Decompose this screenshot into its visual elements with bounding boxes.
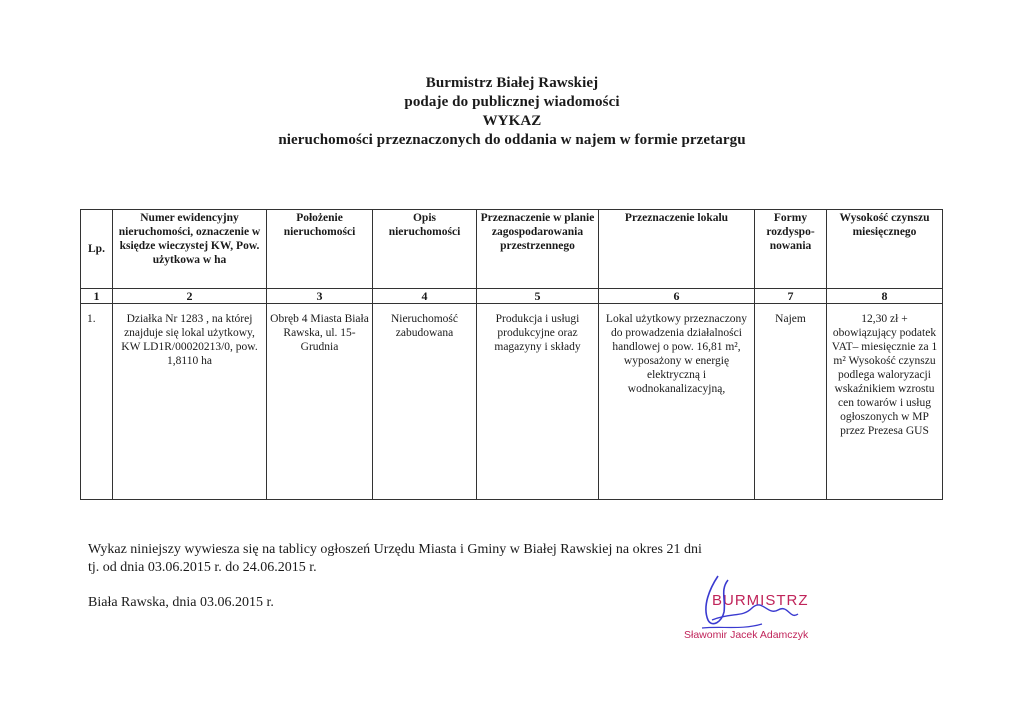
official-stamp	[672, 568, 822, 648]
header-formy: Formy rozdyspo-nowania	[755, 210, 827, 289]
document-header	[0, 74, 1024, 150]
cell-formy: Najem	[755, 304, 827, 500]
column-number: 6	[599, 289, 755, 304]
header-title: WYKAZ	[482, 113, 542, 129]
column-number: 2	[113, 289, 267, 304]
header-opis: Opis nieruchomości	[373, 210, 477, 289]
header-czynsz: Wysokość czynszu miesięcznego	[827, 210, 943, 289]
footer-notice-line2: tj. od dnia 03.06.2015 r. do 24.06.2015 r.	[88, 560, 317, 575]
cell-opis: Nieruchomość zabudowana	[373, 304, 477, 500]
table-header-row	[81, 210, 943, 289]
footer-place-date: Biała Rawska, dnia 03.06.2015 r.	[88, 595, 274, 610]
header-lp: Lp.	[81, 210, 113, 289]
header-authority: Burmistrz Białej Rawskiej	[425, 75, 599, 91]
cell-lokal: Lokal użytkowy przeznaczony do prowadzenia działalności handlowej o pow. 16,81 m², wyposażony w energię elektryczną i wodnokanalizacyjną,	[599, 304, 755, 500]
cell-plan: Produkcja i usługi produkcyjne oraz magazyny i składy	[477, 304, 599, 500]
cell-czynsz: 12,30 zł + obowiązujący podatek VAT– miesięcznie za 1 m² Wysokość czynszu podlega waloryzacji wskaźnikiem wzrostu cen towarów i usług ogłoszonych w MP przez Prezesa GUS	[827, 304, 943, 500]
header-numer: Numer ewidencyjny nieruchomości, oznaczenie w księdze wieczystej KW, Pow. użytkowa w ha	[113, 210, 267, 289]
cell-numer: Działka Nr 1283 , na której znajduje się lokal użytkowy, KW LD1R/00020213/0, pow. 1,8110 ha	[113, 304, 267, 500]
header-polozenie: Położenie nieruchomości	[267, 210, 373, 289]
column-number: 5	[477, 289, 599, 304]
column-number: 4	[373, 289, 477, 304]
signature-graphic	[672, 568, 822, 648]
footer-notice-line1: Wykaz niniejszy wywiesza się na tablicy ogłoszeń Urzędu Miasta i Gminy w Białej Rawskiej na okres 21 dni	[88, 542, 702, 557]
property-list-table	[80, 209, 943, 500]
column-number: 1	[81, 289, 113, 304]
column-number: 3	[267, 289, 373, 304]
header-subtitle: nieruchomości przeznaczonych do oddania w najem w formie przetargu	[278, 132, 746, 148]
table-row	[81, 304, 943, 500]
stamp-title: BURMISTRZ	[712, 592, 809, 609]
table-number-row	[81, 289, 943, 304]
column-number: 8	[827, 289, 943, 304]
column-number: 7	[755, 289, 827, 304]
header-plan: Przeznaczenie w planie zagospodarowania przestrzennego	[477, 210, 599, 289]
cell-polozenie: Obręb 4 Miasta Biała Rawska, ul. 15-Grudnia	[267, 304, 373, 500]
header-lokal: Przeznaczenie lokalu	[599, 210, 755, 289]
stamp-name: Sławomir Jacek Adamczyk	[684, 629, 809, 641]
cell-lp: 1.	[81, 304, 113, 500]
header-announcement: podaje do publicznej wiadomości	[404, 94, 620, 110]
